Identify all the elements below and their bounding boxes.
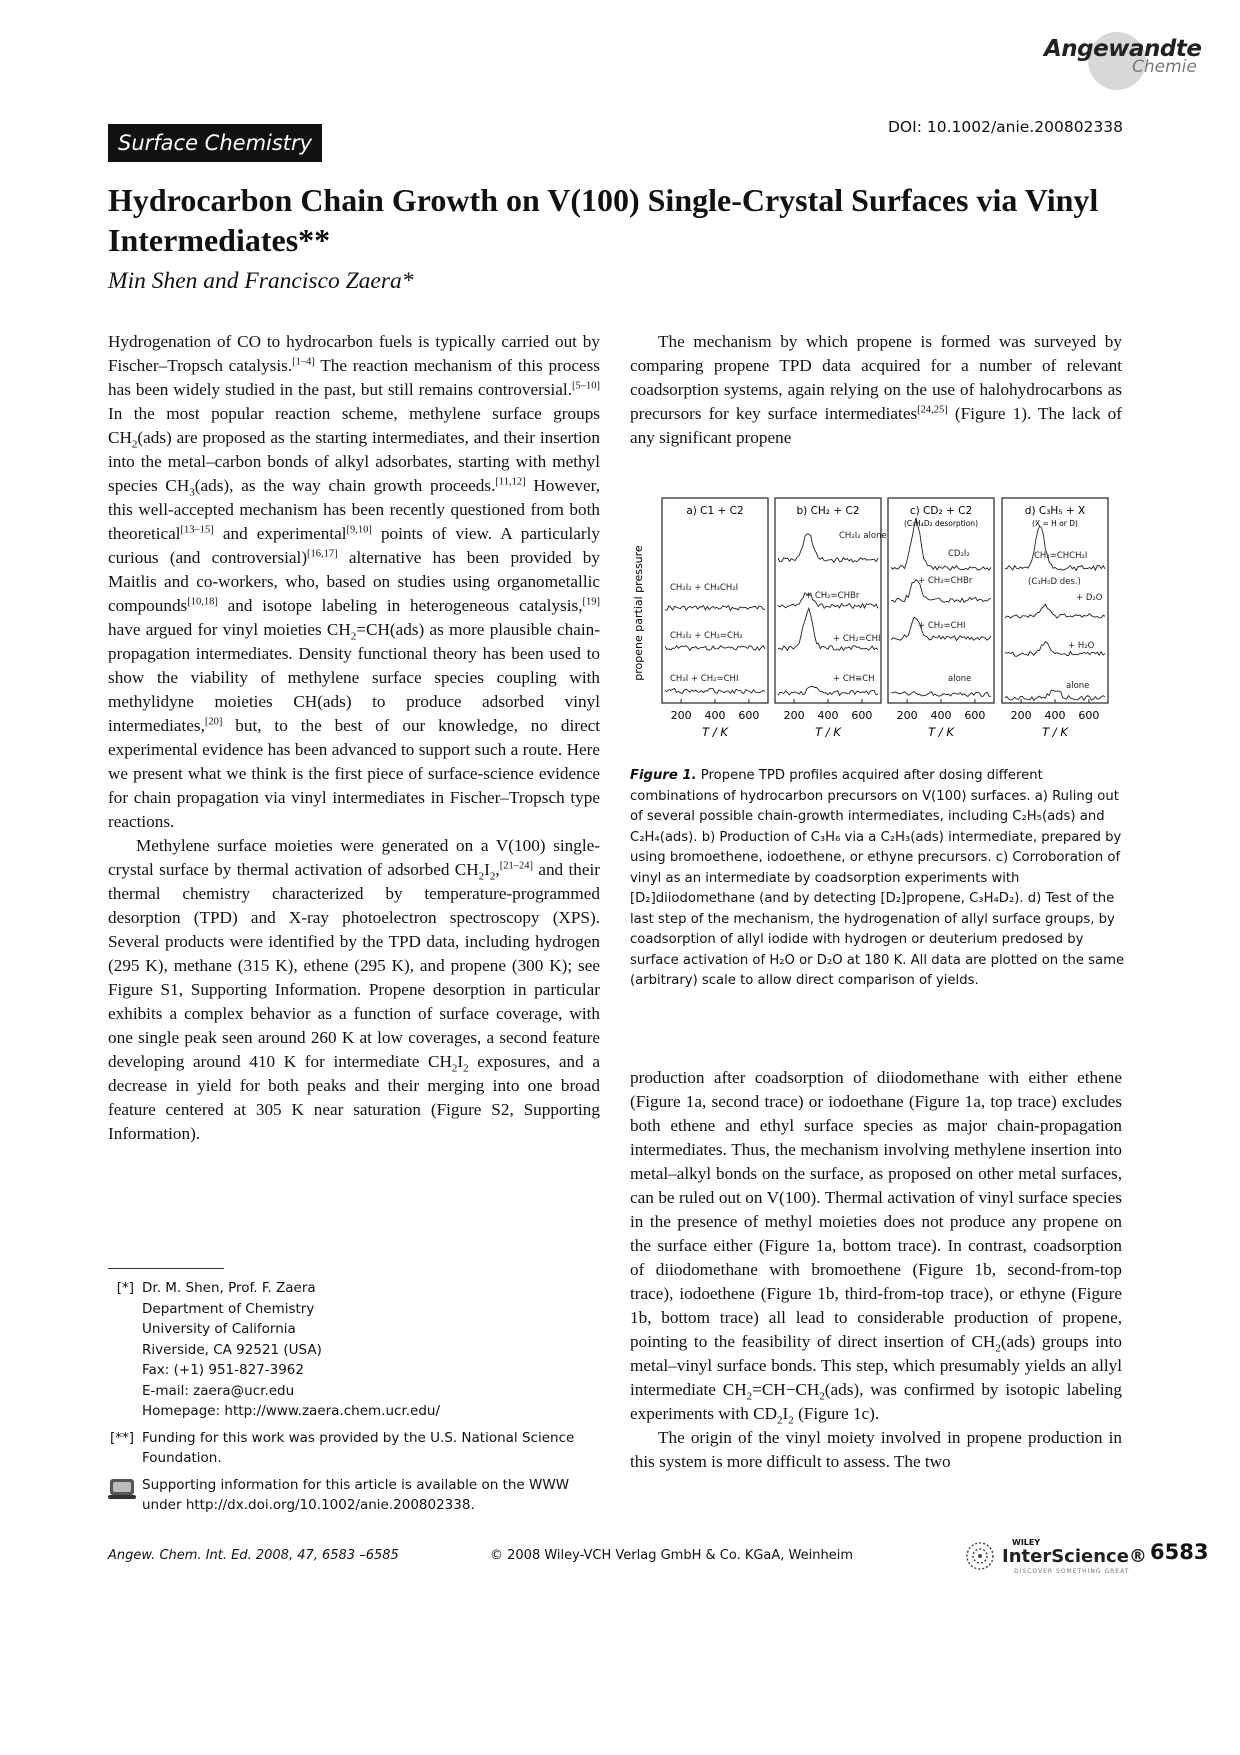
tpd-trace <box>891 692 991 697</box>
publisher-tagline: DISCOVER SOMETHING GREAT <box>1014 1568 1130 1575</box>
trace-label: CD₂I₂ <box>948 549 970 559</box>
x-axis-label: T / K <box>1042 725 1068 739</box>
paragraph: The mechanism by which propene is formed was surveyed by comparing propene TPD data acquired for a number of relevant coadsorption systems, again relying on the use of halohydrocarbons as precursors for key surface intermediates[24,25] (Figure 1). The lack of any significant propene <box>630 332 1122 447</box>
x-tick-label: 400 <box>930 709 952 722</box>
trace-label: alone <box>948 674 972 684</box>
trace-label: CH₂I₂ + CH₂=CH₂ <box>670 631 743 641</box>
figure-panel <box>775 498 887 703</box>
paragraph: Methylene surface moieties were generated on a V(100) single-crystal surface by thermal activation of adsorbed $CH_2I_2,[21-24]$ and their thermal chemistry characterized by temperature-programmed desorption (TPD) and X-ray photoelectron spectroscopy (XPS). Several products were identified by the TPD data, including hydrogen (295 K), methane (315 K), ethene (295 K), and propene (300 K); see Figure S1, Supporting Information. Propene desorption in particular exhibits a complex behavior as a function of surface coverage, with one single peak seen around 260 K at low coverages, a second feature developing around 410 K for intermediate $CH_2I_2$ exposures, and a decrease in yield for both peaks and their merging into one broad feature centered at 305 K near saturation (Figure S2, Supporting Information). <box>108 836 600 1143</box>
trace-label: CH₂=CHCH₂I <box>1034 551 1088 561</box>
figure-panel <box>662 498 768 703</box>
footnote-affiliation <box>108 1278 608 1422</box>
trace-label: (C₃H₅D des.) <box>1028 577 1081 587</box>
footnotes <box>108 1278 608 1522</box>
x-tick-label: 400 <box>817 709 839 722</box>
figure-caption <box>630 766 1130 992</box>
footnote-line: Department of Chemistry <box>142 1300 315 1317</box>
footnote-mark: [*] <box>116 1280 134 1296</box>
body-right-column-bottom <box>630 1066 1122 1474</box>
footnote-line: Fax: (+1) 951-827-3962 <box>142 1362 304 1378</box>
body-right-column-top <box>630 330 1122 450</box>
panel-title: c) CD₂ + C2 <box>909 505 973 517</box>
footer-copyright: © 2008 Wiley-VCH Verlag GmbH & Co. KGaA, Weinheim <box>490 1548 854 1563</box>
footnote-homepage[interactable]: Homepage: http://www.zaera.chem.ucr.edu/ <box>142 1403 441 1419</box>
tpd-trace <box>1005 604 1105 618</box>
x-tick-label: 400 <box>704 709 726 722</box>
panel-title: a) C1 + C2 <box>686 505 744 517</box>
tpd-trace <box>1005 690 1105 700</box>
figure-panel <box>888 498 994 703</box>
footer-citation: Angew. Chem. Int. Ed. 2008, 47, 6583 –6585 <box>108 1548 399 1563</box>
trace-label: + CH≡CH <box>833 674 875 684</box>
interscience-logo <box>960 1538 1147 1578</box>
x-axis-label: T / K <box>702 725 728 739</box>
tpd-trace <box>665 646 765 651</box>
paragraph: The origin of the vinyl moiety involved in propene production in this system is more difficult to assess. The two <box>630 1428 1122 1471</box>
footnote-line: University of California <box>142 1321 296 1337</box>
doi[interactable]: DOI: 10.1002/anie.200802338 <box>888 118 1124 136</box>
figure-caption-label: Figure 1. <box>630 768 697 783</box>
tpd-trace <box>665 689 765 694</box>
trace-label: CH₃I + CH₂=CHI <box>670 674 739 684</box>
logo-main-text: Angewandte <box>1044 36 1202 62</box>
supporting-info-line: Supporting information for this article is available on the WWW <box>142 1476 570 1493</box>
publisher-small: WILEY <box>1012 1538 1041 1547</box>
footnote-line: Funding for this work was provided by the U.S. National Science <box>142 1429 575 1446</box>
x-tick-label: 600 <box>964 709 986 722</box>
body-left-column <box>108 330 600 1146</box>
page-number: 6583 <box>1150 1540 1209 1564</box>
x-tick-label: 600 <box>738 709 760 722</box>
trace-label: + H₂O <box>1068 641 1095 651</box>
panel-subtitle: (C₃H₄D₂ desorption) <box>904 519 978 528</box>
figure-ylabel: propene partial pressure <box>632 545 645 681</box>
footnote-line: Riverside, CA 92521 (USA) <box>142 1341 322 1358</box>
publisher-brand: InterScience® <box>1002 1546 1147 1567</box>
section-label: Surface Chemistry <box>108 124 322 162</box>
globe-icon <box>960 1538 1000 1574</box>
footnote-rule <box>108 1268 224 1269</box>
tpd-trace <box>665 606 765 611</box>
footnote-funding <box>108 1428 608 1469</box>
panel-frame <box>662 498 768 703</box>
article-title: Hydrocarbon Chain Growth on V(100) Single-Crystal Surfaces via Vinyl Intermediates** <box>108 182 1099 258</box>
paragraph: production after coadsorption of diiodomethane with either ethene (Figure 1a, second trace) or iodoethane (Figure 1a, top trace) excludes both ethene and ethyl surface species as major chain-propagation intermediates. Thus, the mechanism involving methylene insertion into metal–alkyl bonds on the surface, as proposed on other metal surfaces, can be ruled out on V(100). Thermal activation of vinyl surface species in the presence of methyl moieties does not produce any propene on the surface either (Figure 1a, bottom trace). In contrast, coadsorption of diiodomethane with bromoethene (Figure 1b, second-from-top trace), iodoethene (Figure 1b, third-from-top trace), or ethyne (Figure 1b, bottom trace) all lead to considerable production of propene, pointing to the feasibility of direct insertion of $CH_2(ads)$ groups into metal–vinyl surface bonds. This step, which presumably yields an allyl intermediate $CH_2=CH-CH_2(ads)$, was confirmed by isotopic labeling experiments with $CD_2I_2$ (Figure 1c). <box>630 1068 1122 1427</box>
figure-1 <box>626 490 1130 755</box>
supporting-info-link[interactable]: under http://dx.doi.org/10.1002/anie.200802338. <box>142 1497 475 1513</box>
trace-label: + D₂O <box>1076 593 1103 603</box>
footnote-email[interactable]: E-mail: zaera@ucr.edu <box>142 1382 295 1399</box>
trace-label: CH₂I₂ alone <box>839 531 887 541</box>
tpd-trace <box>778 608 878 650</box>
x-tick-label: 400 <box>1044 709 1066 722</box>
trace-label: CH₂I₂ + CH₃CH₂I <box>670 583 739 593</box>
x-tick-label: 200 <box>1010 709 1032 722</box>
trace-label: alone <box>1066 681 1090 691</box>
panel-title: d) C₃H₅ + X <box>1024 505 1086 517</box>
logo-sub-text: Chemie <box>1132 57 1197 77</box>
figure-caption-text: Propene TPD profiles acquired after dosing different combinations of hydrocarbon precursors on V(100) surfaces. a) Ruling out of several possible chain-growth intermediates, including C₂H₅(ads) and C₂H₄(ads). b) Production of C₃H₆ via a C₂H₃(ads) intermediate, prepared by using bromoethene, iodoethene, or ethyne precursors. c) Corroboration of vinyl as an intermediate by coadsorption experiments with [D₂]diiodomethane (and by detecting [D₂]propene, C₃H₄D₂). d) Test of the last step of the mechanism, the hydrogenation of allyl surface groups, by coadsorption of allyl iodide with hydrogen or deuterium predosed by surface activation of H₂O or D₂O at 180 K. All data are plotted on the same (arbitrary) scale to allow direct comparison of yields. <box>630 768 1125 988</box>
article-authors: Min Shen and Francisco Zaera* <box>108 268 414 294</box>
x-axis-label: T / K <box>928 725 954 739</box>
x-tick-label: 200 <box>896 709 918 722</box>
journal-logo <box>1044 32 1200 90</box>
panel-title: b) CH₂ + C2 <box>796 505 860 517</box>
trace-label: + CH₂=CHI <box>833 634 881 644</box>
trace-label: + CH₂=CHI <box>918 621 966 631</box>
tpd-trace <box>778 686 878 695</box>
x-tick-label: 600 <box>1078 709 1100 722</box>
tpd-trace <box>1005 526 1105 570</box>
x-tick-label: 200 <box>783 709 805 722</box>
footnote-line: Dr. M. Shen, Prof. F. Zaera <box>142 1280 316 1296</box>
footnote-mark: [**] <box>109 1429 134 1446</box>
trace-label: + CH₂=CHBr <box>918 576 973 586</box>
x-axis-label: T / K <box>815 725 841 739</box>
figure-panel <box>1002 498 1108 703</box>
trace-label: + CH₂=CHBr <box>805 591 860 601</box>
paragraph: Hydrogenation of CO to hydrocarbon fuels is typically carried out by Fischer–Tropsch catalysis.[1–4] The reaction mechanism of this process has been widely studied in the past, but still remains controversial.[5–10] In the most popular reaction scheme, methylene surface groups $CH_2(ads)$ are proposed as the starting intermediates, and their insertion into the metal–carbon bonds of alkyl adsorbates, starting with methyl species $CH_3(ads)$, as the way chain growth proceeds.[11,12] However, this well-accepted mechanism has been recently questioned from both theoretical[13–15] and experimental[9,10] points of view. A particularly curious (and controversial)[16,17] alternative has been provided by Maitlis and co-workers, who, based on studies using organometallic compounds[10,18] and isotope labeling in heterogeneous catalysis,[19] have argued for vinyl moieties $CH_2=CH(ads)$ as more plausible chain-propagation intermediates. Density functional theory has been used to show the viability of methylene surface species coupling with methylidyne moieties CH(ads) to produce adsorbed vinyl intermediates,[20] but, to the best of our knowledge, no direct experimental evidence has been advanced to support such a route. Here we present what we think is the first piece of surface-science evidence for chain propagation via vinyl intermediates in Fischer–Tropsch type reactions. <box>108 332 600 831</box>
supporting-info-icon <box>108 1475 142 1516</box>
supporting-info <box>108 1475 608 1516</box>
panel-subtitle: (X = H or D) <box>1032 519 1078 528</box>
x-tick-label: 200 <box>670 709 692 722</box>
x-tick-label: 600 <box>851 709 873 722</box>
footnote-line: Foundation. <box>142 1450 222 1466</box>
